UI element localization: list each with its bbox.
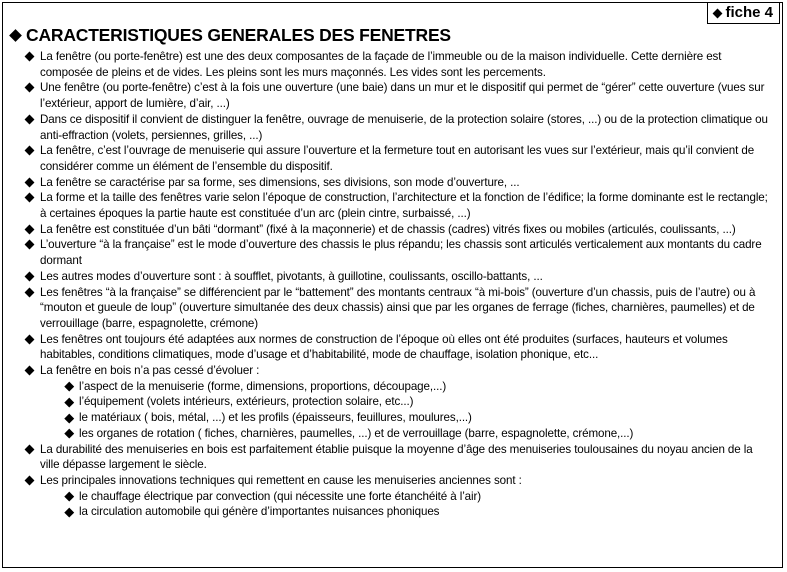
page-title: CARACTERISTIQUES GENERALES DES FENETRES <box>26 25 451 45</box>
list-item <box>25 332 773 363</box>
sub-list-item-text: les organes de rotation ( fiches, charnières, paumelles, ...) et de verrouillage (barre, espagnolette, crémone,...) <box>79 426 634 440</box>
diamond-bullet-icon <box>25 52 35 62</box>
list-item-text: Dans ce dispositif il convient de distinguer la fenêtre, ouvrage de menuiserie, de la protection solaire (stores, ...) ou de la protection climatique ou anti-effraction (volets, persiennes, grilles, ...) <box>40 112 768 142</box>
list-item-text: La fenêtre, c’est l’ouvrage de menuiserie qui assure l’ouverture et la fermeture tout en autorisant les vues sur l’extérieur, mais qu’il convient de considérer comme un élément de l’ensemble du dispositif. <box>40 144 755 173</box>
list-item-text: La fenêtre se caractérise par sa forme, ses dimensions, ses divisions, son mode d’ouverture, ... <box>40 175 520 189</box>
list-item <box>25 112 773 143</box>
diamond-bullet-icon <box>65 382 74 391</box>
list-item <box>25 190 773 221</box>
diamond-bullet-icon <box>25 224 35 234</box>
diamond-bullet-icon <box>25 287 35 297</box>
list-item <box>25 442 773 473</box>
sub-list-item <box>25 489 773 505</box>
fiche-page <box>2 2 783 568</box>
sub-list-item <box>25 504 773 520</box>
diamond-bullet-icon <box>25 240 35 250</box>
list-item-text: Les fenêtres ont toujours été adaptées aux normes de construction de l’époque où elles ont été produites (surfaces, hauteurs et volumes habitables, conditions climatiques, mode d’usage et d’habitabilité, mode de chauffage, isolation phonique, etc... <box>40 332 728 362</box>
diamond-bullet-icon <box>25 366 35 376</box>
diamond-bullet-icon <box>25 146 35 156</box>
list-item-text: Les fenêtres “à la française” se différencient par le “battement” des montants centraux “à mi-bois” (ouverture d’un chassis, puis de l’autre) ou à “mouton et gueule de loup” (ouverture simultanée des deux chassis) ainsi que par les organes de ferrage (fiches, charnières, paumelles) et de verrouillage (barre, espagnolette, crémone) <box>40 285 756 330</box>
diamond-bullet-icon <box>25 476 35 486</box>
diamond-bullet-icon <box>25 114 35 124</box>
fiche-badge-label: fiche 4 <box>725 4 773 21</box>
diamond-bullet-icon <box>65 413 74 422</box>
diamond-bullet-icon <box>9 29 22 42</box>
list-item <box>25 80 773 111</box>
list-item-text: La fenêtre (ou porte-fenêtre) est une des deux composantes de la façade de l’immeuble ou de la maison individuelle. Cette dernière est composée de pleins et de vides. Les pleins sont les murs maçonnés. Les vides sont les percements. <box>40 50 722 79</box>
diamond-bullet-icon <box>25 444 35 454</box>
sub-list-item <box>25 379 773 395</box>
diamond-bullet-icon <box>65 429 74 438</box>
list-item-text: Les principales innovations techniques qui remettent en cause les menuiseries anciennes sont : <box>40 473 522 487</box>
list-item <box>25 285 773 332</box>
list-item-text: Une fenêtre (ou porte-fenêtre) c’est à la fois une ouverture (une baie) dans un mur et le dispositif qui permet de “gérer” cette ouverture (vues sur l’extérieur, apport de lumière, d’air, ...) <box>40 81 765 111</box>
list-item-text: La fenêtre en bois n’a pas cessé d’évoluer : <box>40 364 260 378</box>
sub-list-item-text: la circulation automobile qui génère d’importantes nuisances phoniques <box>79 505 440 519</box>
diamond-bullet-icon <box>65 492 74 501</box>
diamond-bullet-icon <box>25 83 35 93</box>
sub-list-item-text: l’équipement (volets intérieurs, extérieurs, protection solaire, etc...) <box>79 395 414 409</box>
list-item <box>25 237 773 268</box>
sub-list-item <box>25 410 773 426</box>
fiche-badge <box>707 2 780 24</box>
diamond-bullet-icon <box>25 193 35 203</box>
list-item <box>25 222 773 238</box>
list-item <box>25 473 773 489</box>
diamond-bullet-icon <box>713 8 723 18</box>
sub-list-item-text: l’aspect de la menuiserie (forme, dimensions, proportions, découpage,...) <box>79 379 447 393</box>
sub-list-item <box>25 394 773 410</box>
sub-list-item-text: le chauffage électrique par convection (qui nécessite une forte étanchéité à l’air) <box>79 489 482 503</box>
list-item-text: Les autres modes d’ouverture sont : à soufflet, pivotants, à guillotine, coulissants, oscillo-battants, ... <box>40 269 543 283</box>
sub-list-item <box>25 426 773 442</box>
diamond-bullet-icon <box>65 508 74 517</box>
list-item-text: La durabilité des menuiseries en bois est parfaitement établie puisque la moyenne d’âge des menuiseries toulousaines du noyau ancien de la ville dépasse largement le siècle. <box>40 442 753 472</box>
list-item-text: La forme et la taille des fenêtres varie selon l’époque de construction, l’architecture et la fonction de l’édifice; la forme dominante est le rectangle; à certaines époques la partie haute est constituée d’un arc (plein cintre, surbaissé, ...) <box>40 191 768 221</box>
diamond-bullet-icon <box>65 398 74 407</box>
list-item-text: La fenêtre est constituée d’un bâti “dormant” (fixé à la maçonnerie) et de chassis (cadres) vitrés fixes ou mobiles (articulés, coulissants, ...) <box>40 222 736 236</box>
diamond-bullet-icon <box>25 334 35 344</box>
list-item <box>25 269 773 285</box>
diamond-bullet-icon <box>25 271 35 281</box>
list-item <box>25 49 773 80</box>
bullet-list <box>25 49 773 520</box>
list-item <box>25 175 773 191</box>
list-item <box>25 143 773 174</box>
diamond-bullet-icon <box>25 177 35 187</box>
list-item <box>25 363 773 379</box>
page-title-block <box>11 25 451 46</box>
sub-list-item-text: le matériaux ( bois, métal, ...) et les profils (épaisseurs, feuillures, moulures,...) <box>79 411 472 425</box>
list-item-text: L’ouverture “à la française” est le mode d’ouverture des chassis le plus répandu; les chassis sont articulés verticalement aux montants du cadre dormant <box>40 238 762 268</box>
